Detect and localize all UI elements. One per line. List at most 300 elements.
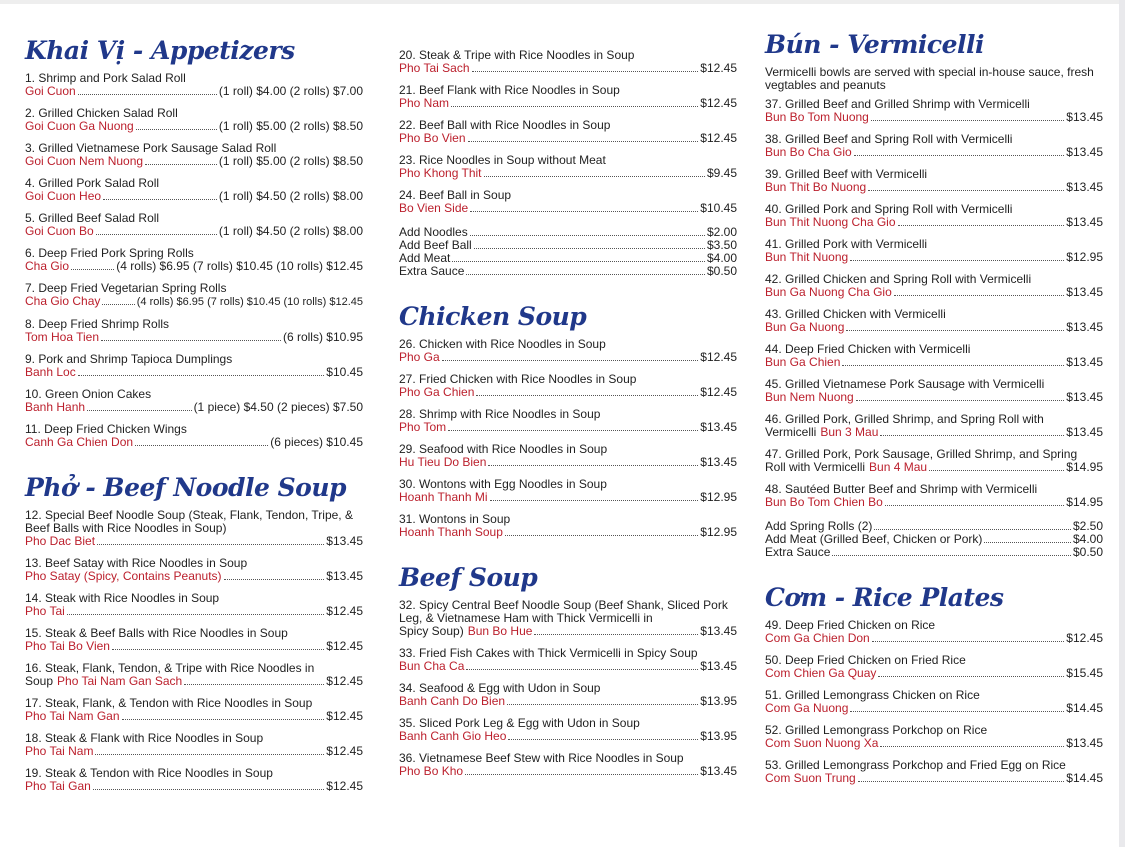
- dot-leader: [874, 529, 1071, 530]
- dot-leader: [122, 719, 325, 720]
- menu-item-name: 9. Pork and Shrimp Tapioca Dumplings: [25, 352, 233, 366]
- menu-item-price: $14.45: [1066, 701, 1103, 715]
- menu-item-line: [765, 356, 1103, 369]
- menu-item: [399, 119, 737, 145]
- section-heading: Bún - Vermicelli: [765, 30, 985, 59]
- dot-leader: [452, 261, 705, 262]
- dot-leader: [484, 176, 705, 177]
- menu-item-line: [399, 386, 737, 399]
- menu-item-price: $12.45: [326, 604, 363, 618]
- menu-item-name: 41. Grilled Pork with Vermicelli: [765, 237, 928, 251]
- menu-item-price: $13.45: [1066, 355, 1103, 369]
- menu-item-vietnamese-name: Com Chien Ga Quay: [765, 666, 877, 680]
- dot-leader: [78, 375, 325, 376]
- menu-item: [765, 168, 1103, 194]
- menu-item-vietnamese-name: Pho Bo Vien: [399, 131, 466, 145]
- menu-item-line: [25, 745, 363, 758]
- menu-item-line: [25, 225, 363, 238]
- add-on-row: [765, 546, 1103, 559]
- menu-item-price: $12.45: [1066, 631, 1103, 645]
- section-gap: [399, 539, 737, 563]
- menu-item-name: 6. Deep Fried Pork Spring Rolls: [25, 246, 194, 260]
- menu-item-vietnamese-name: Hoanh Thanh Mi: [399, 490, 488, 504]
- add-on-price: $0.50: [706, 264, 737, 278]
- add-on-label: Add Spring Rolls (2): [765, 519, 873, 533]
- menu-item-price: $13.45: [1066, 110, 1103, 124]
- menu-item-name-tail: Roll with Vermicelli: [765, 460, 866, 474]
- menu-item-name: 32. Spicy Central Beef Noodle Soup (Beef Shank, Sliced Pork Leg, & Vietnamese Ham with Thick Vermicelli in: [399, 598, 728, 625]
- menu-item-name: 42. Grilled Chicken and Spring Roll with Vermicelli: [765, 272, 1032, 286]
- menu-item-vietnamese-name: Bun 4 Mau: [869, 460, 928, 474]
- menu-item: [765, 203, 1103, 229]
- menu-item-line: [765, 181, 1103, 194]
- menu-item-price: (1 roll) $5.00 (2 rolls) $8.50: [218, 119, 363, 133]
- menu-item-name: 52. Grilled Lemongrass Porkchop on Rice: [765, 723, 988, 737]
- menu-item-price: $13.95: [700, 729, 737, 743]
- menu-item-line: [765, 251, 1103, 264]
- menu-item-price: $14.95: [1066, 495, 1103, 509]
- menu-item-price: $13.45: [1066, 215, 1103, 229]
- menu-item-name: 22. Beef Ball with Rice Noodles in Soup: [399, 118, 611, 132]
- menu-item-price: (4 rolls) $6.95 (7 rolls) $10.45 (10 rolls) $12.45: [136, 296, 363, 308]
- menu-item-price: $14.95: [1066, 460, 1103, 474]
- menu-item-price: $12.45: [326, 779, 363, 793]
- dot-leader: [894, 295, 1065, 296]
- menu-item-vietnamese-name: Bun Thit Bo Nuong: [765, 180, 867, 194]
- dot-leader: [442, 360, 699, 361]
- menu-item-line: [399, 730, 737, 743]
- page-right-edge: [1119, 0, 1125, 847]
- add-on-label: Extra Sauce: [765, 545, 831, 559]
- menu-item-vietnamese-name: Pho Tai Nam Gan: [25, 709, 120, 723]
- menu-item-name: 1. Shrimp and Pork Salad Roll: [25, 71, 186, 85]
- menu-item-line: [25, 190, 363, 203]
- add-on-price: $2.50: [1072, 519, 1103, 533]
- menu-item-name: 43. Grilled Chicken with Vermicelli: [765, 307, 946, 321]
- menu-item: [25, 662, 363, 688]
- menu-item-line: [765, 286, 1103, 299]
- menu-item-vietnamese-name: Pho Bo Kho: [399, 764, 464, 778]
- add-on-price: $2.00: [706, 225, 737, 239]
- menu-item-vietnamese-name: Com Suon Trung: [765, 771, 856, 785]
- menu-item: [25, 177, 363, 203]
- dot-leader: [468, 141, 699, 142]
- dot-leader: [96, 234, 217, 235]
- dot-leader: [488, 465, 698, 466]
- menu-item-name-tail: Soup: [25, 674, 54, 688]
- dot-leader: [505, 535, 698, 536]
- menu-item: [765, 413, 1103, 439]
- menu-item-line: [765, 111, 1103, 124]
- menu-item-price: (1 roll) $4.00 (2 rolls) $7.00: [218, 84, 363, 98]
- menu-item: [765, 308, 1103, 334]
- menu-item-vietnamese-name: Banh Loc: [25, 365, 76, 379]
- menu-item: [765, 619, 1103, 645]
- menu-item-vietnamese-name: Com Ga Chien Don: [765, 631, 870, 645]
- menu-item: [399, 717, 737, 743]
- menu-item-line: [399, 132, 737, 145]
- menu-item: [765, 378, 1103, 404]
- dot-leader: [854, 155, 1065, 156]
- menu-item-price: $12.45: [700, 96, 737, 110]
- menu-item: [25, 697, 363, 723]
- section-heading: Phở - Beef Noodle Soup: [25, 473, 347, 502]
- menu-item-line: [25, 155, 363, 168]
- menu-item-vietnamese-name: Bun Bo Tom Nuong: [765, 110, 869, 124]
- menu-item-vietnamese-name: Pho Dac Biet: [25, 534, 96, 548]
- menu-item: [25, 732, 363, 758]
- dot-leader: [101, 340, 281, 341]
- dot-leader: [474, 248, 705, 249]
- add-on-label: Add Noodles: [399, 225, 468, 239]
- menu-item: [765, 133, 1103, 159]
- menu-item: [25, 318, 363, 344]
- menu-item: [399, 647, 737, 673]
- menu-item-name: 19. Steak & Tendon with Rice Noodles in Soup: [25, 766, 273, 780]
- dot-leader: [872, 641, 1065, 642]
- add-on-list: [765, 520, 1103, 559]
- dot-leader: [878, 676, 1064, 677]
- menu-item-name: 14. Steak with Rice Noodles in Soup: [25, 591, 220, 605]
- menu-item-name: 11. Deep Fried Chicken Wings: [25, 422, 187, 436]
- dot-leader: [145, 164, 217, 165]
- dot-leader: [466, 274, 705, 275]
- menu-item: [765, 689, 1103, 715]
- menu-item-line: [765, 321, 1103, 334]
- menu-item-vietnamese-name: Goi Cuon Bo: [25, 224, 94, 238]
- menu-item-vietnamese-name: Pho Tom: [399, 420, 447, 434]
- menu-item-line: [399, 660, 737, 673]
- menu-item-name: 3. Grilled Vietnamese Pork Sausage Salad Roll: [25, 141, 277, 155]
- menu-item-name: 10. Green Onion Cakes: [25, 387, 152, 401]
- menu-item-vietnamese-name: Bo Vien Side: [399, 201, 469, 215]
- menu-column-1: [25, 36, 363, 793]
- menu-item: [399, 599, 737, 638]
- menu-item-price: $9.45: [706, 166, 737, 180]
- menu-item-vietnamese-name: Pho Tai Nam: [25, 744, 94, 758]
- dot-leader: [470, 211, 698, 212]
- dot-leader: [87, 410, 192, 411]
- menu-item-name: 12. Special Beef Noodle Soup (Steak, Flank, Tendon, Tripe, & Beef Balls with Rice Noodles in Soup): [25, 508, 353, 535]
- menu-item-name: 18. Steak & Flank with Rice Noodles in Soup: [25, 731, 264, 745]
- menu-item-line: [399, 491, 737, 504]
- menu-item-vietnamese-name: Bun Ga Chien: [765, 355, 841, 369]
- dot-leader: [842, 365, 1064, 366]
- add-on-label: Add Meat (Grilled Beef, Chicken or Pork): [765, 532, 983, 546]
- menu-item-vietnamese-name: Bun Nem Nuong: [765, 390, 854, 404]
- dot-leader: [871, 120, 1064, 121]
- menu-item-line: [25, 331, 363, 344]
- menu-item-vietnamese-name: Tom Hoa Tien: [25, 330, 100, 344]
- menu-item: [765, 759, 1103, 785]
- menu-column-2: [399, 43, 737, 778]
- menu-item: [25, 142, 363, 168]
- menu-item: [399, 49, 737, 75]
- menu-item: [399, 408, 737, 434]
- menu-item-vietnamese-name: Goi Cuon Nem Nuong: [25, 154, 144, 168]
- menu-item-price: $12.45: [700, 385, 737, 399]
- menu-item-line: [25, 570, 363, 583]
- menu-item: [25, 72, 363, 98]
- menu-item-price: $13.45: [700, 420, 737, 434]
- dot-leader: [95, 754, 324, 755]
- menu-item: [765, 238, 1103, 264]
- menu-item-name: 45. Grilled Vietnamese Pork Sausage with Vermicelli: [765, 377, 1045, 391]
- menu-item-vietnamese-name: Hoanh Thanh Soup: [399, 525, 503, 539]
- dot-leader: [885, 505, 1064, 506]
- menu-item-vietnamese-name: Goi Cuon Ga Nuong: [25, 119, 134, 133]
- menu-item: [399, 443, 737, 469]
- menu-item-name: 27. Fried Chicken with Rice Noodles in Soup: [399, 372, 637, 386]
- menu-item-line: [399, 456, 737, 469]
- menu-item-vietnamese-name: Banh Canh Gio Heo: [399, 729, 507, 743]
- add-on-price: $0.50: [1072, 545, 1103, 559]
- menu-item-line: [399, 62, 737, 75]
- menu-item: [765, 448, 1103, 474]
- menu-item-vietnamese-name: Pho Ga Chien: [399, 385, 475, 399]
- menu-item-vietnamese-name: Bun Thit Nuong: [765, 250, 849, 264]
- menu-item-name: 39. Grilled Beef with Vermicelli: [765, 167, 928, 181]
- menu-item: [25, 247, 363, 273]
- dot-leader: [112, 649, 324, 650]
- add-on-label: Add Meat: [399, 251, 451, 265]
- section-gap: [399, 278, 737, 302]
- menu-item-vietnamese-name: Banh Canh Do Bien: [399, 694, 506, 708]
- menu-item-line: [765, 391, 1103, 404]
- menu-item: [25, 557, 363, 583]
- menu-item-name: 46. Grilled Pork, Grilled Shrimp, and Spring Roll with: [765, 412, 1044, 426]
- menu-item-name: 44. Deep Fried Chicken with Vermicelli: [765, 342, 971, 356]
- dot-leader: [850, 260, 1064, 261]
- menu-item-vietnamese-name: Bun Cha Ca: [399, 659, 465, 673]
- section-heading: Khai Vị - Appetizers: [25, 36, 295, 65]
- menu-item-name: 21. Beef Flank with Rice Noodles in Soup: [399, 83, 620, 97]
- menu-item-name: 49. Deep Fried Chicken on Rice: [765, 618, 936, 632]
- menu-item-name: 7. Deep Fried Vegetarian Spring Rolls: [25, 281, 227, 295]
- menu-item: [399, 84, 737, 110]
- menu-item-name: 17. Steak, Flank, & Tendon with Rice Noodles in Soup: [25, 696, 313, 710]
- menu-item: [399, 682, 737, 708]
- menu-item-price: (6 rolls) $10.95: [282, 330, 363, 344]
- dot-leader: [929, 470, 1064, 471]
- menu-item-name: 8. Deep Fried Shrimp Rolls: [25, 317, 170, 331]
- menu-item-price: $10.45: [700, 201, 737, 215]
- menu-item-line: [399, 351, 737, 364]
- dot-leader: [507, 704, 698, 705]
- menu-item-name: 38. Grilled Beef and Spring Roll with Vermicelli: [765, 132, 1013, 146]
- menu-item-price: $13.45: [1066, 145, 1103, 159]
- menu-item-vietnamese-name: Bun Ga Nuong Cha Gio: [765, 285, 892, 299]
- menu-item: [765, 343, 1103, 369]
- menu-item-line: [765, 496, 1103, 509]
- page-top-border: [0, 0, 1125, 4]
- menu-item: [765, 724, 1103, 750]
- menu-item-price: $13.45: [700, 764, 737, 778]
- menu-item-name: 33. Fried Fish Cakes with Thick Vermicelli in Spicy Soup: [399, 646, 698, 660]
- section-note: Vermicelli bowls are served with special in-house sauce, fresh vegtables and peanuts: [765, 65, 1094, 92]
- menu-item-line: [25, 436, 363, 449]
- add-on-label: Extra Sauce: [399, 264, 465, 278]
- add-on-list: [399, 226, 737, 278]
- dot-leader: [858, 781, 1065, 782]
- menu-item: [399, 189, 737, 215]
- dot-leader: [93, 789, 324, 790]
- menu-item-name: 47. Grilled Pork, Pork Sausage, Grilled Shrimp, and Spring: [765, 447, 1078, 461]
- add-on-price: $4.00: [706, 251, 737, 265]
- menu-item: [25, 592, 363, 618]
- dot-leader: [508, 739, 698, 740]
- menu-item-line: [765, 632, 1103, 645]
- dot-leader: [880, 435, 1064, 436]
- menu-item-name: 34. Seafood & Egg with Udon in Soup: [399, 681, 601, 695]
- menu-item-line: [399, 202, 737, 215]
- menu-item: [765, 273, 1103, 299]
- menu-item: [399, 373, 737, 399]
- menu-item-line: [399, 526, 737, 539]
- menu-item-vietnamese-name: Pho Tai Gan: [25, 779, 91, 793]
- menu-item: [765, 98, 1103, 124]
- menu-item-line: [765, 772, 1103, 785]
- dot-leader: [850, 711, 1064, 712]
- menu-item: [25, 627, 363, 653]
- menu-item-vietnamese-name: Com Suon Nuong Xa: [765, 736, 879, 750]
- menu-item-price: $13.45: [1066, 736, 1103, 750]
- menu-item-vietnamese-name: Cha Gio Chay: [25, 294, 101, 308]
- menu-item-line: [25, 640, 363, 653]
- menu-item-name: 20. Steak & Tripe with Rice Noodles in Soup: [399, 48, 635, 62]
- section-gap: [25, 449, 363, 473]
- dot-leader: [71, 269, 114, 270]
- menu-item-line: [765, 426, 1103, 439]
- dot-leader: [476, 395, 698, 396]
- menu-item-price: $13.45: [326, 534, 363, 548]
- menu-item-price: $13.45: [700, 624, 737, 638]
- menu-item: [765, 483, 1103, 509]
- menu-item-line: [25, 120, 363, 133]
- menu-item-price: $12.45: [326, 744, 363, 758]
- section-heading: Beef Soup: [399, 563, 538, 592]
- dot-leader: [103, 199, 217, 200]
- dot-leader: [135, 445, 268, 446]
- menu-item-line: [399, 421, 737, 434]
- menu-item: [25, 353, 363, 379]
- menu-item-price: (1 roll) $5.00 (2 rolls) $8.50: [218, 154, 363, 168]
- menu-item-line: [25, 535, 363, 548]
- dot-leader: [451, 106, 698, 107]
- menu-item-vietnamese-name: Pho Ga: [399, 350, 440, 364]
- menu-item: [399, 338, 737, 364]
- menu-item-vietnamese-name: Pho Khong Thit: [399, 166, 482, 180]
- dot-leader: [224, 579, 325, 580]
- menu-item-price: $13.95: [700, 694, 737, 708]
- menu-item: [25, 767, 363, 793]
- menu-item-name: 31. Wontons in Soup: [399, 512, 511, 526]
- menu-item-name: 23. Rice Noodles in Soup without Meat: [399, 153, 606, 167]
- menu-item-vietnamese-name: Canh Ga Chien Don: [25, 435, 134, 449]
- menu-column-3: [765, 30, 1103, 785]
- dot-leader: [97, 544, 324, 545]
- menu-item-vietnamese-name: Pho Tai Bo Vien: [25, 639, 110, 653]
- dot-leader: [102, 304, 134, 305]
- dot-leader: [184, 684, 324, 685]
- menu-item: [25, 509, 363, 548]
- section-gap: [765, 559, 1103, 583]
- menu-item-price: (1 piece) $4.50 (2 pieces) $7.50: [193, 400, 363, 414]
- menu-item-vietnamese-name: Cha Gio: [25, 259, 70, 273]
- menu-item-vietnamese-name: Pho Tai Nam Gan Sach: [57, 674, 183, 688]
- menu-item-price: $12.95: [700, 490, 737, 504]
- dot-leader: [984, 542, 1071, 543]
- menu-item-line: [765, 667, 1103, 680]
- menu-item-name: 48. Sautéed Butter Beef and Shrimp with Vermicelli: [765, 482, 1038, 496]
- menu-item-line: [399, 695, 737, 708]
- menu-item-line: [25, 710, 363, 723]
- dot-leader: [846, 330, 1064, 331]
- menu-item-price: $13.45: [1066, 180, 1103, 194]
- menu-item-vietnamese-name: Banh Hanh: [25, 400, 86, 414]
- menu-item-vietnamese-name: Bun Bo Cha Gio: [765, 145, 852, 159]
- menu-item: [399, 154, 737, 180]
- menu-item-price: $12.95: [700, 525, 737, 539]
- add-on-row: [399, 265, 737, 278]
- menu-item-line: [399, 167, 737, 180]
- menu-item: [25, 107, 363, 133]
- menu-item-vietnamese-name: Hu Tieu Do Bien: [399, 455, 487, 469]
- dot-leader: [868, 190, 1064, 191]
- menu-item-line: [765, 461, 1103, 474]
- menu-item-price: $13.45: [700, 659, 737, 673]
- menu-item-name: 51. Grilled Lemongrass Chicken on Rice: [765, 688, 980, 702]
- dot-leader: [856, 400, 1065, 401]
- dot-leader: [466, 669, 698, 670]
- section-heading: Cơm - Rice Plates: [765, 583, 1004, 612]
- menu-item: [399, 752, 737, 778]
- menu-item-name: 40. Grilled Pork and Spring Roll with Vermicelli: [765, 202, 1013, 216]
- menu-item-vietnamese-name: Pho Satay (Spicy, Contains Peanuts): [25, 569, 222, 583]
- menu-item-name: 24. Beef Ball in Soup: [399, 188, 512, 202]
- menu-item-line: [25, 85, 363, 98]
- menu-item-name: 5. Grilled Beef Salad Roll: [25, 211, 160, 225]
- menu-item: [399, 478, 737, 504]
- menu-item-price: $12.95: [1066, 250, 1103, 264]
- dot-leader: [534, 634, 698, 635]
- menu-item-line: [25, 295, 363, 309]
- menu-item-vietnamese-name: Pho Tai: [25, 604, 65, 618]
- menu-item-price: (6 pieces) $10.45: [270, 435, 363, 449]
- menu-item-name-tail: Spicy Soup): [399, 624, 464, 638]
- menu-item-price: $13.45: [1066, 425, 1103, 439]
- menu-item-line: [399, 97, 737, 110]
- dot-leader: [880, 746, 1064, 747]
- menu-item-vietnamese-name: Bun Ga Nuong: [765, 320, 845, 334]
- menu-item-vietnamese-name: Bun Bo Hue: [467, 624, 533, 638]
- menu-item-name-tail: Vermicelli: [765, 425, 817, 439]
- menu-item-line: [25, 605, 363, 618]
- menu-item-price: (1 roll) $4.50 (2 rolls) $8.00: [218, 189, 363, 203]
- menu-item-price: $12.45: [326, 639, 363, 653]
- menu-item: [25, 212, 363, 238]
- menu-item-line: [25, 675, 363, 688]
- menu-item-price: $13.45: [1066, 320, 1103, 334]
- dot-leader: [448, 430, 698, 431]
- menu-item-line: [765, 216, 1103, 229]
- menu-item-price: $12.45: [326, 709, 363, 723]
- menu-item-vietnamese-name: Goi Cuon: [25, 84, 76, 98]
- dot-leader: [78, 94, 217, 95]
- menu-item-vietnamese-name: Goi Cuon Heo: [25, 189, 102, 203]
- dot-leader: [832, 555, 1071, 556]
- menu-item-name: 53. Grilled Lemongrass Porkchop and Fried Egg on Rice: [765, 758, 1066, 772]
